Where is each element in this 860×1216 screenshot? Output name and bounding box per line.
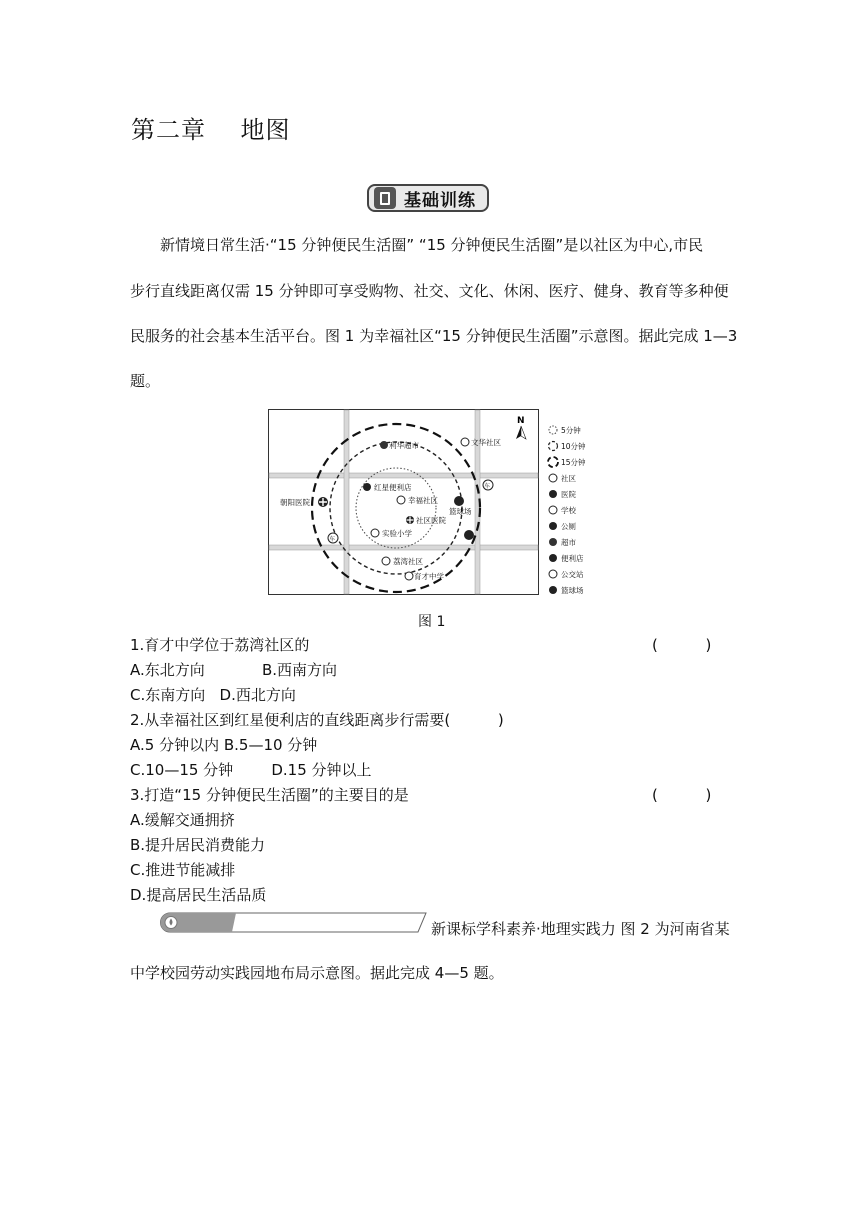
north-label: N	[517, 416, 525, 426]
notebook-icon	[374, 187, 396, 209]
answer-paren-3: ( )	[652, 786, 712, 804]
place-lihua: 利华超市	[389, 441, 419, 450]
place-wenhua: 文华社区	[471, 438, 501, 447]
legend-label: 学校	[561, 506, 576, 515]
legend-label: 10分钟	[561, 442, 586, 451]
community-map	[268, 409, 594, 596]
legend-label: 15分钟	[561, 458, 586, 467]
place-shiyan: 实验小学	[382, 529, 412, 538]
legend-label: 超市	[561, 538, 576, 547]
legend-label: 便利店	[561, 554, 584, 563]
place-liwan: 荔湾社区	[393, 557, 423, 566]
next-section-line-2: 中学校园劳动实践园地布局示意图。据此完成 4—5 题。	[130, 964, 504, 982]
next-section-line-1: 新课标学科素养·地理实践力 图 2 为河南省某	[431, 920, 730, 938]
question-1-options-ab: A.东北方向 B.西南方向	[130, 661, 338, 679]
place-chaoyang: 朝阳医院	[280, 498, 310, 507]
legend-label: 医院	[561, 490, 576, 499]
svg-text:车: 车	[484, 483, 491, 490]
question-3-option-b: B.提升居民消费能力	[130, 836, 266, 854]
question-1-options-cd: C.东南方向 D.西北方向	[130, 686, 296, 704]
question-3: 3.打造“15 分钟便民生活圈”的主要目的是	[130, 786, 409, 804]
legend-label: 公交站	[561, 570, 584, 579]
legend-label: 篮球场	[561, 586, 584, 595]
place-xingfu: 幸福社区	[408, 496, 438, 505]
map-legend	[548, 425, 586, 595]
question-2: 2.从幸福社区到红星便利店的直线距离步行需要( )	[130, 711, 504, 729]
place-shequ-yiyuan: 社区医院	[416, 516, 446, 525]
figure-caption: 图 1	[418, 614, 446, 630]
place-yucai: 育才中学	[414, 572, 444, 581]
section-divider-bar	[160, 912, 428, 934]
intro-line-2: 步行直线距离仅需 15 分钟即可享受购物、社交、文化、休闲、医疗、健身、教育等多种便	[130, 282, 729, 300]
question-2-options-ab: A.5 分钟以内 B.5—10 分钟	[130, 736, 318, 754]
intro-line-4: 题。	[130, 372, 161, 390]
legend-label: 社区	[561, 474, 576, 483]
question-3-option-c: C.推进节能减排	[130, 861, 236, 879]
question-3-option-d: D.提高居民生活品质	[130, 886, 267, 904]
question-2-options-cd: C.10—15 分钟 D.15 分钟以上	[130, 761, 372, 779]
place-lanqiu: 篮球场	[449, 507, 472, 516]
section-badge	[367, 184, 489, 212]
svg-text:车: 车	[329, 536, 336, 543]
question-1: 1.育才中学位于荔湾社区的	[130, 636, 310, 654]
question-3-option-a: A.缓解交通拥挤	[130, 811, 235, 829]
legend-label: 公厕	[561, 522, 576, 531]
place-hongxing: 红星便利店	[374, 483, 412, 492]
section-badge-label: 基础训练	[404, 190, 476, 211]
intro-line-1: 新情境日常生活·“15 分钟便民生活圈” “15 分钟便民生活圈”是以社区为中心,市民	[160, 236, 704, 254]
answer-paren-1: ( )	[652, 636, 712, 654]
legend-label: 5分钟	[561, 426, 581, 435]
chapter-title: 第二章 地图	[131, 116, 291, 144]
intro-line-3: 民服务的社会基本生活平台。图 1 为幸福社区“15 分钟便民生活圈”示意图。据此完成 1—3	[130, 327, 738, 345]
